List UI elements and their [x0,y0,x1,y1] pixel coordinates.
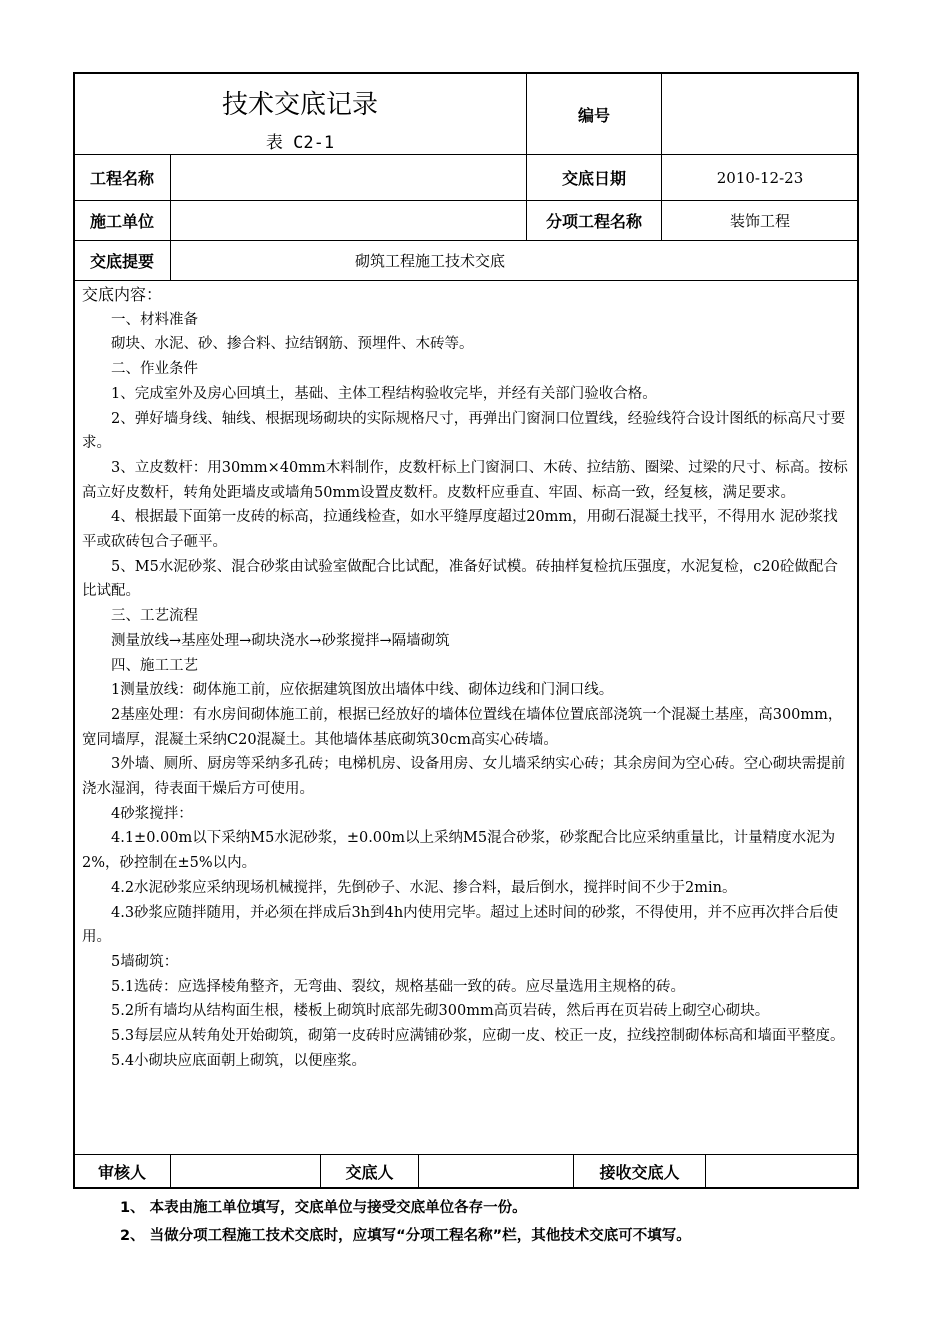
form-notes [120,1194,691,1250]
content-paragraph: 1、完成室外及房心回填土，基础、主体工程结构验收完毕，并经有关部门验收合格。 [111,385,657,402]
content-paragraph: 5.4小砌块应底面朝上砌筑，以便座浆。 [111,1052,367,1069]
content-paragraph: 5.3每层应从转角处开始砌筑，砌第一皮砖时应满铺砂浆，应砌一皮、校正一皮，拉线控制砌体标高和墙面平整度。 [111,1028,845,1045]
project-name-value[interactable] [171,155,526,200]
content-paragraph: 5、M5水泥砂浆、混合砂浆由试验室做配合比试配，准备好试模。砖抽样复检抗压强度，水泥复检，c20砼做配合比试配。 [82,558,838,600]
content-paragraph: 5.1选砖：应选择棱角整齐，无弯曲、裂纹，规格基础一致的砖。应尽量选用主规格的砖。 [111,978,686,995]
number-value[interactable] [662,74,858,154]
presenter-label: 交底人 [345,1163,394,1182]
date-value[interactable]: 2010-12-23 [716,168,804,187]
project-name-label: 工程名称 [89,169,154,188]
content-paragraph: 5墙砌筑： [111,953,179,970]
contractor-label: 施工单位 [89,212,154,231]
content-paragraph: 4、根据最下面第一皮砖的标高，拉通线检查，如水平缝厚度超过20mm，用砌石混凝土找平，不得用水 泥砂浆找平或砍砖包合子砸平。 [82,509,838,551]
receiver-label: 接收交底人 [599,1163,680,1182]
content-paragraph: 测量放线→基座处理→砌块浇水→砂浆搅拌→隔墙砌筑 [111,632,450,649]
content-paragraph: 三、工艺流程 [111,608,198,625]
date-label: 交底日期 [561,169,626,188]
content-paragraph: 砌块、水泥、砂、掺合料、拉结钢筋、预埋件、木砖等。 [111,336,474,353]
number-label: 编号 [577,105,610,125]
sub-project-label: 分项工程名称 [545,212,642,231]
content-paragraph: 4.1±0.00m以下采纳M5水泥砂浆，±0.00m以上采纳M5混合砂浆，砂浆配合比应采纳重量比，计量精度水泥为2%，砂控制在±5%以内。 [82,830,836,872]
reviewer-value[interactable] [171,1155,320,1188]
content-paragraph: 4.3砂浆应随拌随用，并必须在拌成后3h到4h内使用完毕。超过上述时间的砂浆，不得使用，并不应再次拌合后使用。 [82,904,839,946]
note-line: 1、 本表由施工单位填写，交底单位与接受交底单位各存一份。 [120,1200,527,1216]
content-paragraph: 5.2所有墙均从结构面生根，楼板上砌筑时底部先砌300mm高页岩砖，然后再在页岩砖上砌空心砌块。 [111,1003,770,1020]
reviewer-label: 审核人 [97,1163,146,1182]
presenter-value[interactable] [419,1155,573,1188]
content-paragraph: 2基座处理：有水房间砌体施工前，根据已经放好的墙体位置线在墙体位置底部浇筑一个混凝土基座，高300mm，宽同墙厚，混凝土采纳C20混凝土。其他墙体基底砌筑30cm高实心砖墙。 [82,706,843,748]
content-paragraph: 二、作业条件 [111,361,198,378]
content-paragraph: 1测量放线：砌体施工前，应依据建筑图放出墙体中线、砌体边线和门洞口线。 [111,682,614,699]
summary-value[interactable]: 砌筑工程施工技术交底 [355,252,506,270]
row-divider [74,280,858,281]
contractor-value[interactable] [171,201,526,240]
sub-project-value[interactable]: 装饰工程 [729,212,790,230]
content-paragraph: 2、弹好墙身线、轴线、根据现场砌块的实际规格尺寸，再弹出门窗洞口位置线，经验线符合设计图纸的标高尺寸要求。 [82,410,846,452]
content-paragraph: 4.2水泥砂浆应采纳现场机械搅拌，先倒砂子、水泥、掺合料，最后倒水，搅拌时间不少于2min。 [111,879,737,896]
content-paragraph: 3外墙、厕所、厨房等采纳多孔砖；电梯机房、设备用房、女儿墙采纳实心砖；其余房间为空心砖。空心砌块需提前浇水湿润，待表面干燥后方可使用。 [82,756,846,798]
disclosure-content [82,283,850,1074]
content-heading: 交底内容： [82,285,163,304]
content-paragraph: 4砂浆搅拌： [111,805,193,822]
content-paragraph: 3、立皮数杆：用30mm×40mm木料制作，皮数杆标上门窗洞口、木砖、拉结筋、圈梁、过梁的尺寸、标高。按标高立好皮数杆，转角处距墙皮或墙角50mm设置皮数杆。皮数杆应垂直、牢固、标高一致，经复核，满足要求。 [82,459,848,501]
document-title: 技术交底记录 [221,90,378,120]
content-paragraph: 一、材料准备 [111,311,198,328]
summary-label: 交底提要 [89,252,154,271]
form-code: 表 C2-1 [265,133,335,153]
receiver-value[interactable] [706,1155,858,1188]
note-line: 2、 当做分项工程施工技术交底时，应填写“分项工程名称”栏，其他技术交底可不填写。 [120,1228,691,1244]
content-paragraph: 四、施工工艺 [111,657,198,674]
